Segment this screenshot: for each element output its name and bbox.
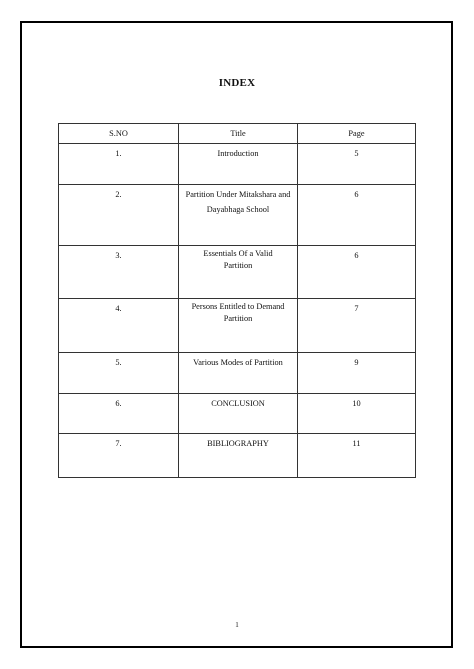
title-cell: Persons Entitled to Demand Partition: [179, 299, 298, 353]
title-cell: Essentials Of a Valid Partition: [179, 246, 298, 299]
table-row: [59, 246, 416, 299]
column-header-sno: S.NO: [59, 124, 179, 144]
sno-cell: 5.: [59, 353, 179, 394]
table-row: [59, 353, 416, 394]
title-cell: CONCLUSION: [179, 394, 298, 434]
table-row: [59, 144, 416, 185]
page-cell: 10: [298, 394, 416, 434]
title-cell: Partition Under Mitakshara and Dayabhaga School: [179, 185, 298, 246]
sno-cell: 1.: [59, 144, 179, 185]
sno-cell: 3.: [59, 246, 179, 299]
page-cell: 5: [298, 144, 416, 185]
index-table: [58, 123, 416, 478]
table-row: [59, 185, 416, 246]
sno-cell: 7.: [59, 434, 179, 478]
table-row: [59, 299, 416, 353]
title-cell: Various Modes of Partition: [179, 353, 298, 394]
table-header-row: [59, 124, 416, 144]
table-row: [59, 434, 416, 478]
column-header-title: Title: [179, 124, 298, 144]
page-cell: 6: [298, 185, 416, 246]
page-number: 1: [235, 621, 239, 629]
sno-cell: 6.: [59, 394, 179, 434]
title-cell: BIBLIOGRAPHY: [179, 434, 298, 478]
page-title: INDEX: [218, 77, 256, 89]
column-header-page: Page: [298, 124, 416, 144]
sno-cell: 4.: [59, 299, 179, 353]
page-cell: 7: [298, 299, 416, 353]
page-cell: 11: [298, 434, 416, 478]
page-cell: 6: [298, 246, 416, 299]
page-cell: 9: [298, 353, 416, 394]
sno-cell: 2.: [59, 185, 179, 246]
title-cell: Introduction: [179, 144, 298, 185]
table-row: [59, 394, 416, 434]
